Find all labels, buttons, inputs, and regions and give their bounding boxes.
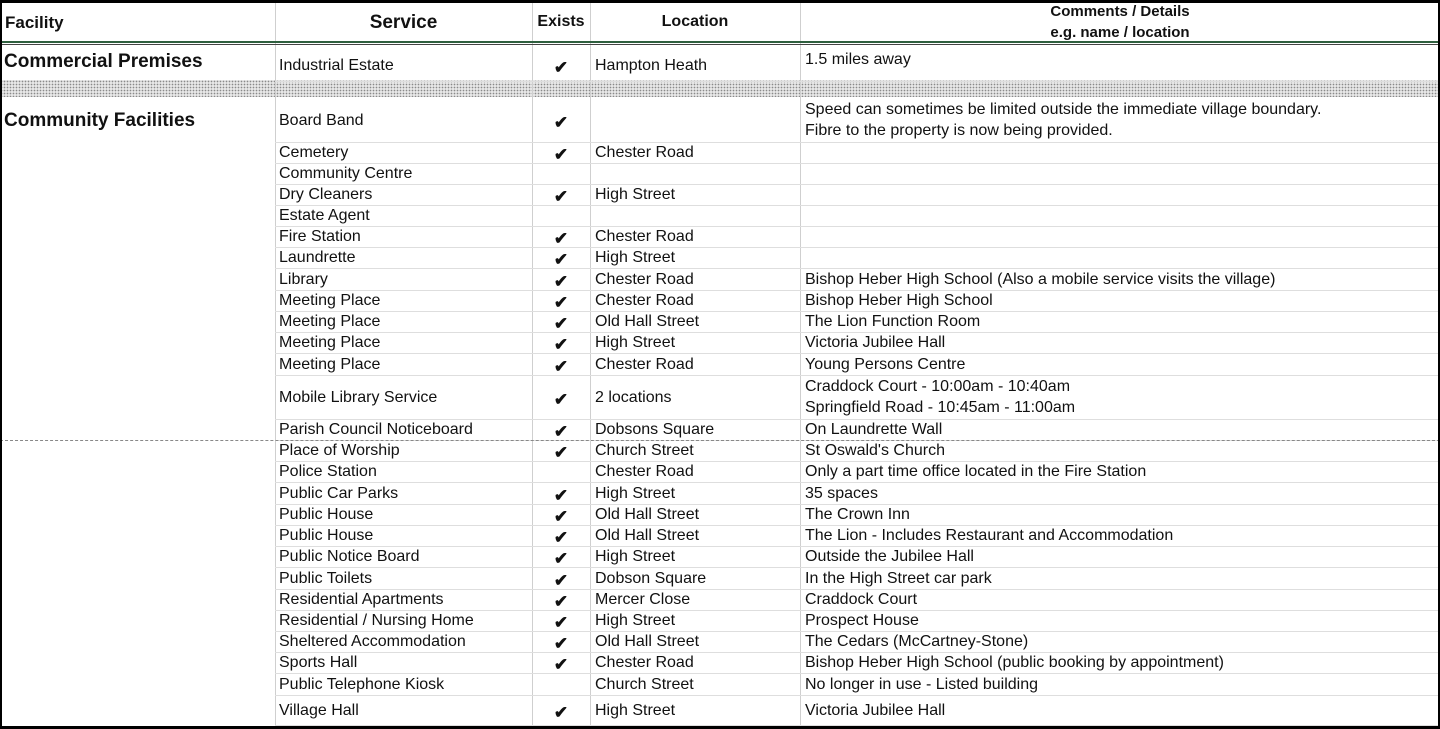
location-cell[interactable]: Church Street xyxy=(595,442,694,459)
service-cell[interactable]: Public Car Parks xyxy=(279,485,399,502)
comments-cell[interactable] xyxy=(805,483,878,504)
comments-cell[interactable] xyxy=(805,440,945,461)
checkmark-icon[interactable]: ✔ xyxy=(553,58,569,77)
service-cell[interactable]: Sports Hall xyxy=(279,654,358,671)
section-separator-pattern xyxy=(0,80,1440,97)
checkmark-icon[interactable]: ✔ xyxy=(553,549,569,568)
header-comments-line2: e.g. name / location xyxy=(1050,24,1190,41)
checkmark-icon[interactable]: ✔ xyxy=(553,486,569,505)
column-divider xyxy=(590,0,591,727)
row-divider xyxy=(275,247,1440,248)
service-cell[interactable]: Meeting Place xyxy=(279,313,381,330)
location-cell[interactable]: Chester Road xyxy=(595,356,694,373)
header-underline-secondary xyxy=(0,44,1440,45)
checkmark-icon[interactable]: ✔ xyxy=(553,229,569,248)
comments-cell[interactable] xyxy=(805,311,980,332)
service-cell[interactable]: Parish Council Noticeboard xyxy=(279,421,473,438)
checkmark-icon[interactable]: ✔ xyxy=(553,634,569,653)
comments-cell[interactable] xyxy=(805,99,1321,141)
checkmark-icon[interactable]: ✔ xyxy=(553,293,569,312)
service-cell[interactable]: Police Station xyxy=(279,463,377,480)
comment-line: Bishop Heber High School (Also a mobile service visits the village) xyxy=(805,271,1276,288)
service-cell[interactable]: Dry Cleaners xyxy=(279,186,373,203)
category-commercial-premises: Commercial Premises xyxy=(4,51,203,72)
comments-cell[interactable] xyxy=(805,269,1275,290)
checkmark-icon[interactable]: ✔ xyxy=(553,443,569,462)
service-cell[interactable]: Public Telephone Kiosk xyxy=(279,676,445,693)
comment-line: In the High Street car park xyxy=(805,570,992,587)
location-cell[interactable]: Old Hall Street xyxy=(595,506,700,523)
checkmark-icon[interactable]: ✔ xyxy=(553,390,569,409)
service-cell[interactable]: Board Band xyxy=(279,112,364,129)
checkmark-icon[interactable]: ✔ xyxy=(553,528,569,547)
checkmark-icon[interactable]: ✔ xyxy=(553,314,569,333)
comment-line: Craddock Court - 10:00am - 10:40am xyxy=(805,378,1071,395)
comment-line: 35 spaces xyxy=(805,485,878,502)
comment-line: Prospect House xyxy=(805,612,919,629)
comment-line: 1.5 miles away xyxy=(805,51,911,68)
checkmark-icon[interactable]: ✔ xyxy=(553,592,569,611)
service-cell[interactable]: Laundrette xyxy=(279,249,356,266)
comments-cell[interactable] xyxy=(805,504,910,525)
service-cell[interactable]: Library xyxy=(279,271,328,288)
comment-line: The Cedars (McCartney-Stone) xyxy=(805,633,1029,650)
comment-line: Bishop Heber High School xyxy=(805,292,993,309)
comment-line: Victoria Jubilee Hall xyxy=(805,702,946,719)
service-cell[interactable]: Fire Station xyxy=(279,228,361,245)
comments-cell[interactable] xyxy=(805,49,911,70)
header-comments-line1: Comments / Details xyxy=(1050,3,1190,20)
comment-line: The Lion - Includes Restaurant and Accommodation xyxy=(805,527,1174,544)
location-cell[interactable]: Chester Road xyxy=(595,228,694,245)
column-divider xyxy=(800,0,801,727)
location-cell[interactable]: High Street xyxy=(595,548,676,565)
comments-cell[interactable] xyxy=(805,376,1075,418)
comments-cell[interactable] xyxy=(805,354,965,375)
location-cell[interactable]: High Street xyxy=(595,485,676,502)
service-cell[interactable]: Sheltered Accommodation xyxy=(279,633,466,650)
location-cell[interactable]: Church Street xyxy=(595,676,694,693)
row-divider xyxy=(275,695,1440,696)
header-facility[interactable]: Facility xyxy=(5,13,64,32)
location-cell[interactable]: Old Hall Street xyxy=(595,313,700,330)
location-cell[interactable]: Old Hall Street xyxy=(595,633,700,650)
column-divider xyxy=(275,0,276,727)
checkmark-icon[interactable]: ✔ xyxy=(553,145,569,164)
page-break-dashed-line xyxy=(0,440,1440,441)
location-cell[interactable]: Dobson Square xyxy=(595,570,707,587)
row-divider xyxy=(275,226,1440,227)
comments-cell[interactable] xyxy=(805,589,917,610)
comments-cell[interactable] xyxy=(805,546,974,567)
header-service[interactable]: Service xyxy=(369,12,438,33)
service-cell[interactable]: Cemetery xyxy=(279,144,349,161)
comment-line: St Oswald's Church xyxy=(805,442,945,459)
comments-cell[interactable] xyxy=(805,652,1224,673)
row-divider xyxy=(275,725,1440,726)
header-comments[interactable] xyxy=(800,1,1440,43)
service-cell[interactable]: Residential Apartments xyxy=(279,591,444,608)
location-cell[interactable]: Chester Road xyxy=(595,654,694,671)
header-location[interactable]: Location xyxy=(661,13,729,30)
location-cell[interactable]: Chester Road xyxy=(595,271,694,288)
service-cell[interactable]: Meeting Place xyxy=(279,356,381,373)
comment-line: Only a part time office located in the Fire Station xyxy=(805,463,1147,480)
comments-cell[interactable] xyxy=(805,674,1038,695)
location-cell[interactable]: 2 locations xyxy=(595,389,672,406)
comment-line: Outside the Jubilee Hall xyxy=(805,548,974,565)
service-cell[interactable]: Public Notice Board xyxy=(279,548,420,565)
row-divider xyxy=(275,163,1440,164)
row-divider xyxy=(275,184,1440,185)
comment-line: Craddock Court xyxy=(805,591,918,608)
service-cell[interactable]: Place of Worship xyxy=(279,442,400,459)
header-exists[interactable]: Exists xyxy=(537,13,585,30)
comment-line: The Lion Function Room xyxy=(805,313,981,330)
location-cell[interactable]: Hampton Heath xyxy=(595,57,708,74)
service-cell[interactable]: Village Hall xyxy=(279,702,359,719)
checkmark-icon[interactable]: ✔ xyxy=(553,272,569,291)
location-cell[interactable]: High Street xyxy=(595,334,676,351)
comment-line: On Laundrette Wall xyxy=(805,421,943,438)
checkmark-icon[interactable]: ✔ xyxy=(553,507,569,526)
location-cell[interactable]: Chester Road xyxy=(595,292,694,309)
checkmark-icon[interactable]: ✔ xyxy=(553,613,569,632)
comments-cell[interactable] xyxy=(805,332,945,353)
comment-line: Speed can sometimes be limited outside the immediate village boundary. xyxy=(805,101,1322,118)
location-cell[interactable]: Chester Road xyxy=(595,463,694,480)
comment-line: Young Persons Centre xyxy=(805,356,966,373)
category-community-facilities: Community Facilities xyxy=(4,110,196,131)
row-divider xyxy=(275,81,1440,82)
comments-cell[interactable] xyxy=(805,525,1173,546)
location-cell[interactable]: Dobsons Square xyxy=(595,421,715,438)
checkmark-icon[interactable]: ✔ xyxy=(553,113,569,132)
checkmark-icon[interactable]: ✔ xyxy=(553,571,569,590)
comments-cell[interactable] xyxy=(805,290,993,311)
location-cell[interactable]: High Street xyxy=(595,612,676,629)
service-cell[interactable]: Estate Agent xyxy=(279,207,370,224)
comment-line: No longer in use - Listed building xyxy=(805,676,1039,693)
location-cell[interactable]: High Street xyxy=(595,702,676,719)
location-cell[interactable]: High Street xyxy=(595,186,676,203)
comments-cell[interactable] xyxy=(805,419,942,440)
comment-line: The Crown Inn xyxy=(805,506,910,523)
service-cell[interactable]: Public House xyxy=(279,527,374,544)
checkmark-icon[interactable]: ✔ xyxy=(553,703,569,722)
comment-line: Victoria Jubilee Hall xyxy=(805,334,946,351)
comments-cell[interactable] xyxy=(805,610,919,631)
checkmark-icon[interactable]: ✔ xyxy=(553,335,569,354)
checkmark-icon[interactable]: ✔ xyxy=(553,655,569,674)
comments-cell[interactable] xyxy=(805,568,992,589)
service-cell[interactable]: Residential / Nursing Home xyxy=(279,612,474,629)
service-cell[interactable]: Public House xyxy=(279,506,374,523)
comment-line: Bishop Heber High School (public booking by appointment) xyxy=(805,654,1224,671)
comments-cell[interactable] xyxy=(805,631,1028,652)
comment-line: Fibre to the property is now being provided. xyxy=(805,122,1113,139)
comments-cell[interactable] xyxy=(805,461,1146,482)
service-cell[interactable]: Industrial Estate xyxy=(279,57,394,74)
service-cell[interactable]: Meeting Place xyxy=(279,334,381,351)
location-cell[interactable]: Old Hall Street xyxy=(595,527,700,544)
service-cell[interactable]: Community Centre xyxy=(279,165,413,182)
service-cell[interactable]: Mobile Library Service xyxy=(279,389,438,406)
location-cell[interactable]: Mercer Close xyxy=(595,591,691,608)
row-divider xyxy=(275,142,1440,143)
comment-line: Springfield Road - 10:45am - 11:00am xyxy=(805,399,1076,416)
row-divider xyxy=(275,205,1440,206)
checkmark-icon[interactable]: ✔ xyxy=(553,187,569,206)
checkmark-icon[interactable]: ✔ xyxy=(553,422,569,441)
location-cell[interactable]: High Street xyxy=(595,249,676,266)
checkmark-icon[interactable]: ✔ xyxy=(553,357,569,376)
comments-cell[interactable] xyxy=(805,700,945,721)
service-cell[interactable]: Public Toilets xyxy=(279,570,373,587)
service-cell[interactable]: Meeting Place xyxy=(279,292,381,309)
checkmark-icon[interactable]: ✔ xyxy=(553,250,569,269)
location-cell[interactable]: Chester Road xyxy=(595,144,694,161)
